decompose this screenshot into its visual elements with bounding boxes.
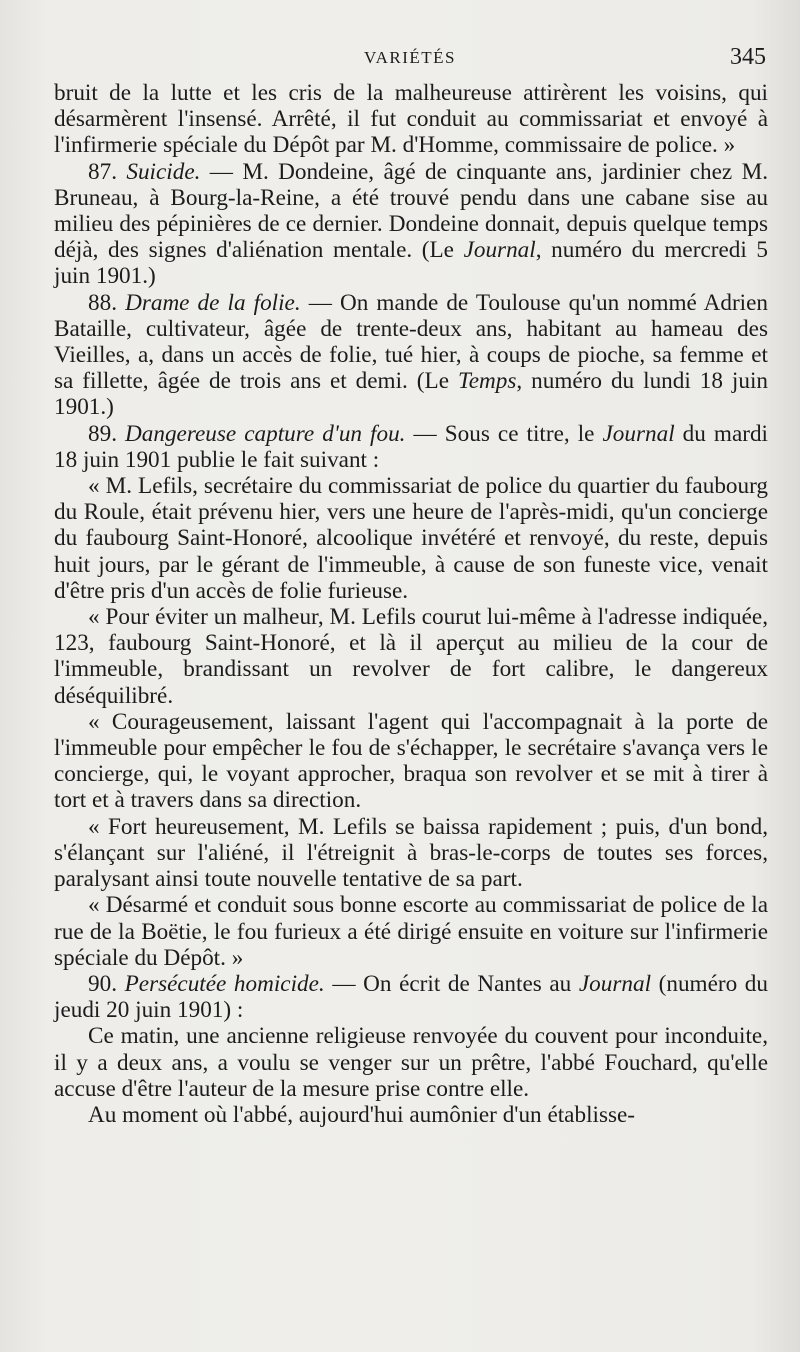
entry-title: Suicide.	[126, 158, 201, 185]
entry-89	[54, 421, 768, 473]
paragraph-text: , numéro du lundi 18 juin 1901.)	[54, 368, 769, 421]
entry-88	[54, 290, 768, 421]
quote-paragraph	[54, 709, 768, 814]
paragraph-text: — On écrit de Nantes au	[324, 970, 579, 997]
paragraph	[54, 1102, 768, 1128]
paragraph-text: Ce matin, une ancienne religieuse renvoyée du couvent pour inconduite, il y a deux ans, a voulu se venger sur un prêtre, l'abbé Fouchard, qu'elle accuse d'être l'auteur de la mesure prise contre elle.	[54, 1023, 768, 1102]
paragraph-text: « M. Lefils, secrétaire du commissariat de police du quartier du faubourg du Roule, était prévenu hier, vers une heure de l'après-midi, qu'un concierge du faubourg Saint-Honoré, alcoolique invétéré et renvoyé, du reste, depuis huit jours, par le gérant de l'immeuble, à cause de son funeste vice, venait d'être pris d'un accès de folie furieuse.	[54, 473, 768, 604]
publication-title: Journal	[578, 970, 652, 997]
entry-title: Drame de la folie.	[125, 289, 301, 316]
paragraph	[54, 1023, 768, 1102]
entry-87	[54, 159, 768, 290]
quote-paragraph	[54, 892, 768, 971]
paragraph-text: « Fort heureusement, M. Lefils se baissa rapidement ; puis, d'un bond, s'élançant sur l'aliéné, il l'étreignit à bras-le-corps de toutes ses forces, paralysant ainsi toute nouvelle tentative de sa part.	[54, 813, 768, 893]
entry-number: 90.	[88, 970, 117, 997]
paragraph-text: Au moment où l'abbé, aujourd'hui aumônier d'un établisse-	[88, 1101, 636, 1128]
entry-title: Dangereuse capture d'un fou.	[125, 420, 406, 447]
paragraph-text: (numéro du jeudi 20 juin 1901) :	[54, 970, 768, 1024]
entry-number: 89.	[88, 420, 117, 447]
page-header	[54, 44, 766, 74]
paragraph-text: — On mande de Toulouse qu'un nommé Adrien Bataille, cultivateur, âgée de trente-deux ans, habitant au hameau des Vieilles, a, dans un accès de folie, tué hier, à coups de pioche, sa femme et sa fillette, âgée de trois ans et demi. (Le	[54, 289, 768, 395]
publication-title: Journal	[463, 237, 536, 264]
entry-number: 88.	[88, 289, 117, 316]
entry-number: 87.	[88, 158, 117, 185]
paragraph-text: « Courageusement, laissant l'agent qui l'accompagnait à la porte de l'immeuble pour empêcher le fou de s'échapper, le secrétaire s'avança vers le concierge, qui, le voyant approcher, braqua son revolver et se mit à tirer à tort et à travers dans sa direction.	[54, 708, 768, 814]
quote-paragraph	[54, 814, 768, 893]
paragraph-text: bruit de la lutte et les cris de la malheureuse attirèrent les voisins, qui désarmèrent l'insensé. Arrêté, il fut conduit au commissariat et envoyé à l'infirmerie spéciale du Dépôt par M. d'Homme, commissaire de police. »	[54, 80, 768, 159]
paragraph-text: « Pour éviter un malheur, M. Lefils courut lui-même à l'adresse indiquée, 123, faubourg Saint-Honoré, et là il aperçut au milieu de la cour de l'immeuble, brandissant un revolver de fort calibre, le dangereux déséquilibré.	[54, 604, 768, 709]
publication-title: Temps	[457, 368, 517, 395]
entry-90	[54, 971, 768, 1023]
paragraph-text: « Désarmé et conduit sous bonne escorte au commissariat de police de la rue de la Boëtie, le fou furieux a été dirigé ensuite en voiture sur l'infirmerie spéciale du Dépôt. »	[54, 892, 768, 971]
paragraph-text: — M. Dondeine, âgé de cinquante ans, jardinier chez M. Bruneau, à Bourg-la-Reine, a été trouvé pendu dans une cabane sise au milieu des pépinières de ce dernier. Dondeine donnait, depuis quelque temps déjà, des signes d'aliénation mentale. (Le	[54, 158, 768, 264]
entry-title: Persécutée homicide.	[124, 970, 325, 997]
paragraph-text: — Sous ce titre, le	[405, 420, 603, 447]
paragraph-text: , numéro du mercredi 5 juin 1901.)	[54, 237, 768, 290]
paragraph-text: du mardi 18 juin 1901 publie le fait suivant :	[54, 420, 768, 473]
quote-paragraph	[54, 473, 768, 604]
page-number: 345	[730, 44, 766, 70]
body-text	[54, 80, 768, 1128]
paragraph	[54, 80, 768, 159]
quote-paragraph	[54, 604, 768, 709]
publication-title: Journal	[602, 420, 675, 447]
running-head: VARIÉTÉS	[364, 48, 456, 67]
